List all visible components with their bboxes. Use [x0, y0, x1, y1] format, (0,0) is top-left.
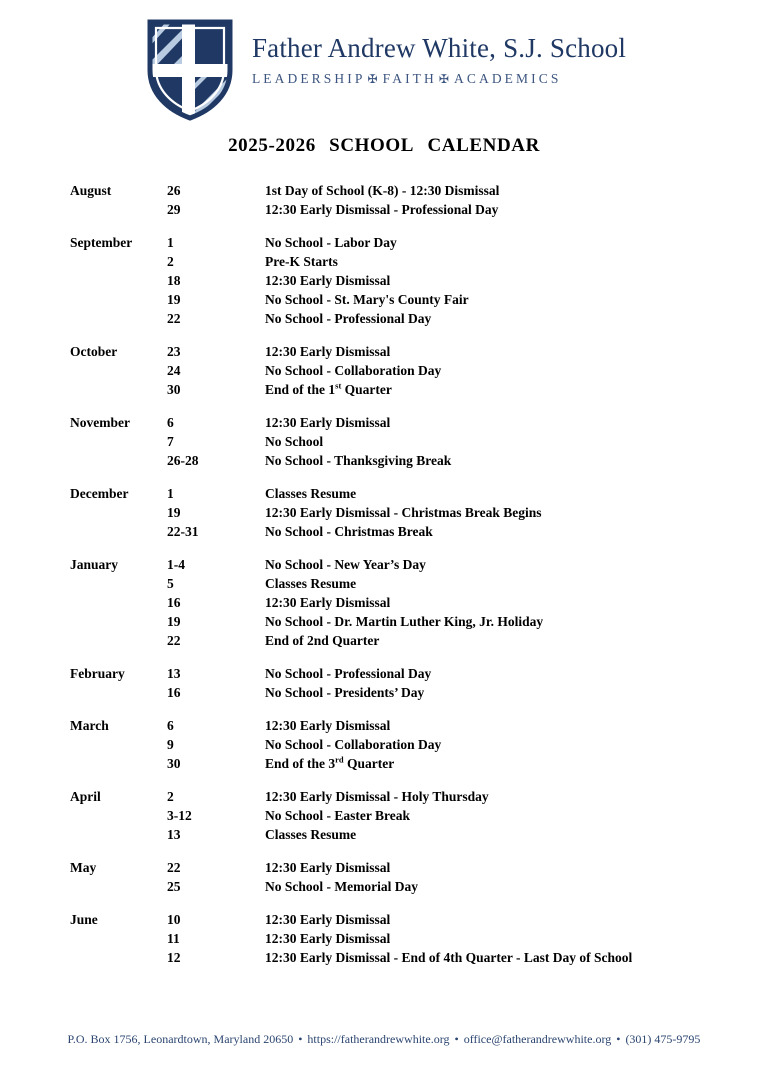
month-block	[70, 344, 710, 401]
calendar-row	[70, 273, 710, 292]
day-value: 7	[167, 434, 174, 449]
title-years: 2025-2026	[228, 135, 316, 156]
footer-website[interactable]: https://fatherandrewwhite.org	[307, 1032, 450, 1046]
event-description: 12:30 Early Dismissal - End of 4th Quarter - Last Day of School	[265, 950, 633, 965]
footer-separator-3: •	[616, 1032, 621, 1046]
event-description: No School - Collaboration Day	[265, 363, 442, 378]
calendar-row	[70, 685, 710, 704]
day-value: 9	[167, 737, 174, 752]
month-label: November	[70, 415, 130, 430]
ordinal-suffix: rd	[335, 754, 344, 765]
event-description: End of 2nd Quarter	[265, 633, 380, 648]
cross-divider-icon: ✠	[367, 71, 381, 86]
day-value: 3-12	[167, 808, 192, 823]
calendar-row	[70, 486, 710, 505]
day-value: 1	[167, 235, 174, 250]
day-value: 10	[167, 912, 181, 927]
day-value: 1-4	[167, 557, 185, 572]
calendar-row	[70, 808, 710, 827]
month-label: March	[70, 718, 109, 733]
calendar-row	[70, 827, 710, 846]
event-description: 12:30 Early Dismissal	[265, 912, 391, 927]
event-description-tail: Quarter	[341, 382, 392, 397]
day-value: 30	[167, 756, 181, 771]
event-description: 12:30 Early Dismissal	[265, 860, 391, 875]
school-name: Father Andrew White, S.J. School	[251, 33, 627, 63]
calendar-row	[70, 557, 710, 576]
calendar-row	[70, 756, 710, 775]
day-value: 19	[167, 292, 181, 307]
event-description: No School - Easter Break	[265, 808, 410, 823]
calendar-row	[70, 576, 710, 595]
month-block	[70, 183, 710, 221]
calendar-row	[70, 912, 710, 931]
month-block	[70, 718, 710, 775]
event-description	[265, 382, 710, 398]
day-value: 23	[167, 344, 181, 359]
tagline-word-faith: FAITH	[382, 70, 437, 86]
day-value: 18	[167, 273, 181, 288]
calendar-row	[70, 666, 710, 685]
month-block	[70, 860, 710, 898]
event-description: 12:30 Early Dismissal - Holy Thursday	[265, 789, 489, 804]
maryland-cross-shield-icon	[142, 14, 238, 122]
calendar-row	[70, 505, 710, 524]
footer-address: P.O. Box 1756, Leonardtown, Maryland 20650	[67, 1032, 294, 1046]
calendar-row	[70, 183, 710, 202]
event-description	[265, 756, 710, 772]
calendar-row	[70, 311, 710, 330]
calendar-row	[70, 595, 710, 614]
event-description: No School - New Year’s Day	[265, 557, 426, 572]
month-block	[70, 666, 710, 704]
day-value: 2	[167, 789, 174, 804]
event-description: 12:30 Early Dismissal - Christmas Break Begins	[265, 505, 542, 520]
month-label: May	[70, 860, 97, 875]
calendar-row	[70, 931, 710, 950]
day-value: 13	[167, 666, 181, 681]
day-value: 6	[167, 415, 174, 430]
event-description: Classes Resume	[265, 486, 357, 501]
day-value: 16	[167, 685, 181, 700]
ordinal-suffix: st	[335, 380, 342, 391]
calendar-row	[70, 789, 710, 808]
cross-divider-icon-2: ✠	[438, 71, 453, 86]
calendar-row	[70, 950, 710, 969]
event-description: 12:30 Early Dismissal	[265, 718, 391, 733]
event-description: No School - St. Mary's County Fair	[265, 292, 469, 307]
event-description: 12:30 Early Dismissal - Professional Day	[265, 202, 499, 217]
month-label: December	[70, 486, 129, 501]
day-value: 30	[167, 382, 181, 397]
month-block	[70, 235, 710, 330]
day-value: 5	[167, 576, 174, 591]
event-description: 1st Day of School (K-8) - 12:30 Dismissal	[265, 183, 500, 198]
event-description: Classes Resume	[265, 576, 357, 591]
calendar-row	[70, 879, 710, 898]
calendar-row	[70, 382, 710, 401]
month-label: June	[70, 912, 98, 927]
event-description: Classes Resume	[265, 827, 357, 842]
event-description: 12:30 Early Dismissal	[265, 344, 391, 359]
day-value: 25	[167, 879, 181, 894]
event-description: No School - Professional Day	[265, 311, 432, 326]
day-value: 2	[167, 254, 174, 269]
event-description: No School - Labor Day	[265, 235, 397, 250]
month-label: August	[70, 183, 112, 198]
calendar-row	[70, 344, 710, 363]
calendar-row	[70, 363, 710, 382]
calendar-row	[70, 202, 710, 221]
calendar-row	[70, 737, 710, 756]
event-description: No School - Collaboration Day	[265, 737, 442, 752]
event-description: 12:30 Early Dismissal	[265, 931, 391, 946]
calendar-row	[70, 235, 710, 254]
month-block	[70, 415, 710, 472]
day-value: 16	[167, 595, 181, 610]
wordmark	[252, 14, 626, 87]
event-description-head: End of the 1	[265, 382, 336, 397]
day-value: 19	[167, 614, 181, 629]
calendar-row	[70, 453, 710, 472]
footer-contact-line	[0, 1032, 768, 1047]
day-value: 22	[167, 311, 181, 326]
tagline-word-leadership: LEADERSHIP	[251, 70, 366, 86]
event-description: No School	[265, 434, 324, 449]
event-description: No School - Professional Day	[265, 666, 432, 681]
event-description: No School - Dr. Martin Luther King, Jr. Holiday	[265, 614, 544, 629]
day-value: 6	[167, 718, 174, 733]
footer-separator-2: •	[454, 1032, 459, 1046]
calendar-row	[70, 292, 710, 311]
event-description: No School - Presidents’ Day	[265, 685, 425, 700]
event-description: Pre-K Starts	[265, 254, 338, 269]
day-value: 1	[167, 486, 174, 501]
day-value: 19	[167, 505, 181, 520]
day-value: 22	[167, 633, 181, 648]
month-label: September	[70, 235, 133, 250]
day-value: 12	[167, 950, 181, 965]
event-description: 12:30 Early Dismissal	[265, 595, 391, 610]
school-tagline	[252, 71, 626, 87]
title-word-calendar: CALENDAR	[427, 135, 540, 156]
month-block	[70, 486, 710, 543]
letterhead	[0, 14, 768, 122]
day-value: 24	[167, 363, 181, 378]
event-description: No School - Memorial Day	[265, 879, 418, 894]
calendar-row	[70, 718, 710, 737]
event-description: No School - Thanksgiving Break	[265, 453, 452, 468]
event-description: 12:30 Early Dismissal	[265, 273, 391, 288]
tagline-word-academics: ACADEMICS	[454, 70, 562, 86]
month-label: January	[70, 557, 119, 572]
month-label: October	[70, 344, 118, 359]
event-description-head: End of the 3	[265, 756, 336, 771]
footer-email[interactable]: office@fatherandrewwhite.org	[463, 1032, 612, 1046]
event-description-tail: Quarter	[343, 756, 395, 771]
calendar-row	[70, 860, 710, 879]
day-value: 22	[167, 860, 181, 875]
day-value: 26-28	[167, 453, 199, 468]
day-value: 29	[167, 202, 181, 217]
title-word-school: SCHOOL	[329, 135, 415, 156]
month-label: April	[70, 789, 101, 804]
calendar-row	[70, 633, 710, 652]
footer-phone: (301) 475-9795	[625, 1032, 701, 1046]
footer-separator-1: •	[298, 1032, 303, 1046]
day-value: 26	[167, 183, 181, 198]
event-description: No School - Christmas Break	[265, 524, 433, 539]
calendar-row	[70, 254, 710, 273]
calendar-row	[70, 434, 710, 453]
month-block	[70, 789, 710, 846]
month-label: February	[70, 666, 125, 681]
day-value: 13	[167, 827, 181, 842]
day-value: 22-31	[167, 524, 199, 539]
month-block	[70, 912, 710, 969]
month-block	[70, 557, 710, 652]
calendar-table	[70, 183, 710, 983]
calendar-row	[70, 415, 710, 434]
calendar-row	[70, 614, 710, 633]
event-description: 12:30 Early Dismissal	[265, 415, 391, 430]
calendar-row	[70, 524, 710, 543]
day-value: 11	[167, 931, 180, 946]
page-title	[0, 135, 768, 157]
